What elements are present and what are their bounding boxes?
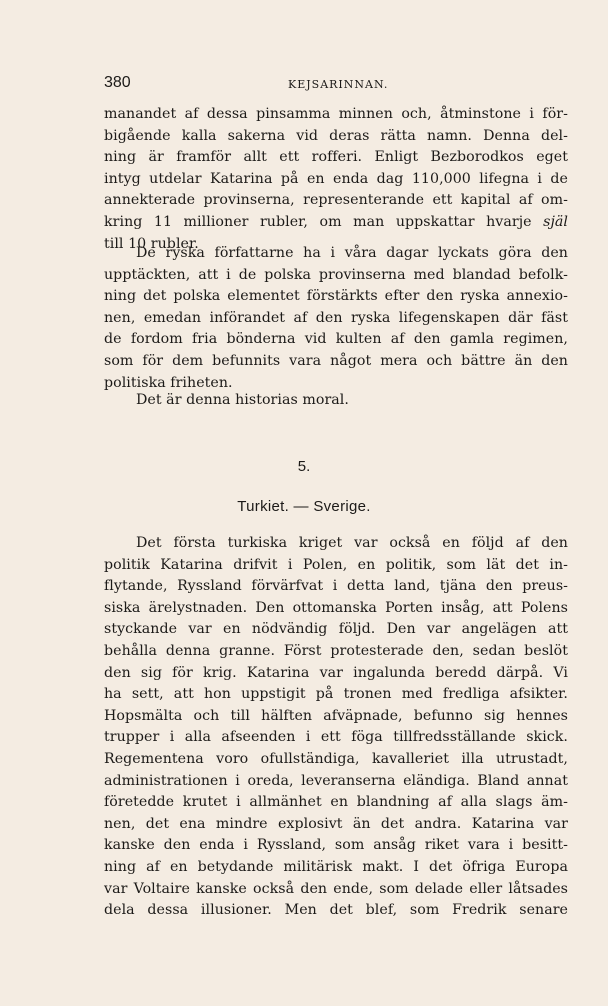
text-line: manandet af dessa pinsamma minnen och, åtminstone i för- bbox=[104, 106, 568, 122]
text-line: trupper i alla afseenden i ett föga tillfredsställande skick. bbox=[104, 729, 568, 746]
text-line: politiska friheten. bbox=[104, 374, 233, 391]
text-line: Det första turkiska kriget var också en följd af den bbox=[136, 535, 568, 551]
text-line: ning det polska elementet förstärkts efter den ryska annexio- bbox=[104, 288, 568, 305]
text-line: politik Katarina drifvit i Polen, en politik, som lät det in- bbox=[104, 556, 568, 573]
paragraph-2 bbox=[104, 243, 568, 394]
text-line: den sig för krig. Katarina var ingalunda beredd därpå. Vi bbox=[104, 664, 568, 681]
text-line: ning är framför allt ett rofferi. Enligt Bezborodkos eget bbox=[104, 149, 568, 166]
running-head: KEJSARINNAN. bbox=[288, 78, 389, 91]
text-line: nen, emedan införandet af den ryska lifegenskapen där fäst bbox=[104, 309, 568, 326]
paragraph-1 bbox=[104, 104, 568, 255]
text-line: intyg utdelar Katarina på en enda dag 110,000 lifegna i de bbox=[104, 170, 568, 187]
text-line: som för dem befunnits vara något mera och bättre än den bbox=[104, 352, 568, 369]
italic-word: själ bbox=[543, 213, 568, 230]
text-line: till 10 rubler. bbox=[104, 235, 199, 252]
paragraph-3 bbox=[104, 390, 568, 412]
page-number: 380 bbox=[104, 74, 131, 91]
text-line: kanske den enda i Ryssland, som ansåg riket vara i besitt- bbox=[104, 837, 568, 854]
page-header bbox=[104, 74, 568, 96]
text-line: Hopsmälta och till hälften afväpnade, befunno sig hennes bbox=[104, 707, 568, 724]
text-line-segment: kring 11 millioner rubler, om man uppskattar hvarje bbox=[104, 213, 532, 230]
text-line: företedde krutet i allmänhet en blandning af alla slags äm- bbox=[104, 794, 568, 811]
text-line: ha sett, att hon uppstigit på tronen med fredliga afsikter. bbox=[104, 686, 568, 703]
text-line: siska ärelystnaden. Den ottomanska Porten insåg, att Polens bbox=[104, 599, 568, 616]
text-line: var Voltaire kanske också den ende, som delade eller låtsades bbox=[104, 880, 568, 897]
text-line: Det är denna historias moral. bbox=[136, 392, 349, 408]
text-line: De ryska författarne ha i våra dagar lyckats göra den bbox=[136, 245, 568, 261]
text-line: Regementena voro ofullständiga, kavalleriet illa utrustadt, bbox=[104, 750, 568, 767]
text-line: flytande, Ryssland förvärfvat i detta land, tjäna den preus- bbox=[104, 578, 568, 595]
text-line: ning af en betydande militärisk makt. I det öfriga Europa bbox=[104, 858, 568, 875]
text-line: bigående kalla sakerna vid deras rätta namn. Denna del- bbox=[104, 127, 568, 144]
text-line: behålla denna granne. Först protesterade den, sedan beslöt bbox=[104, 642, 568, 659]
section-title: Turkiet. — Sverige. bbox=[237, 498, 371, 515]
section-number: 5. bbox=[297, 458, 311, 475]
text-line-with-italic bbox=[104, 212, 568, 234]
text-line: styckande var en nödvändig följd. Den var angelägen att bbox=[104, 621, 568, 638]
text-line: administrationen i oreda, leveranserna eländiga. Bland annat bbox=[104, 772, 568, 789]
text-line: dela dessa illusioner. Men det blef, som Fredrik senare bbox=[104, 902, 568, 919]
text-line: nen, det ena mindre explosivt än det andra. Katarina var bbox=[104, 815, 568, 832]
text-line: annekterade provinserna, representerande ett kapital af om- bbox=[104, 192, 568, 209]
text-line: upptäckten, att i de polska provinserna med blandad befolk- bbox=[104, 266, 568, 283]
section-paragraph bbox=[104, 533, 568, 922]
text-line: de fordom fria bönderna vid kulten af den gamla regimen, bbox=[104, 331, 568, 348]
